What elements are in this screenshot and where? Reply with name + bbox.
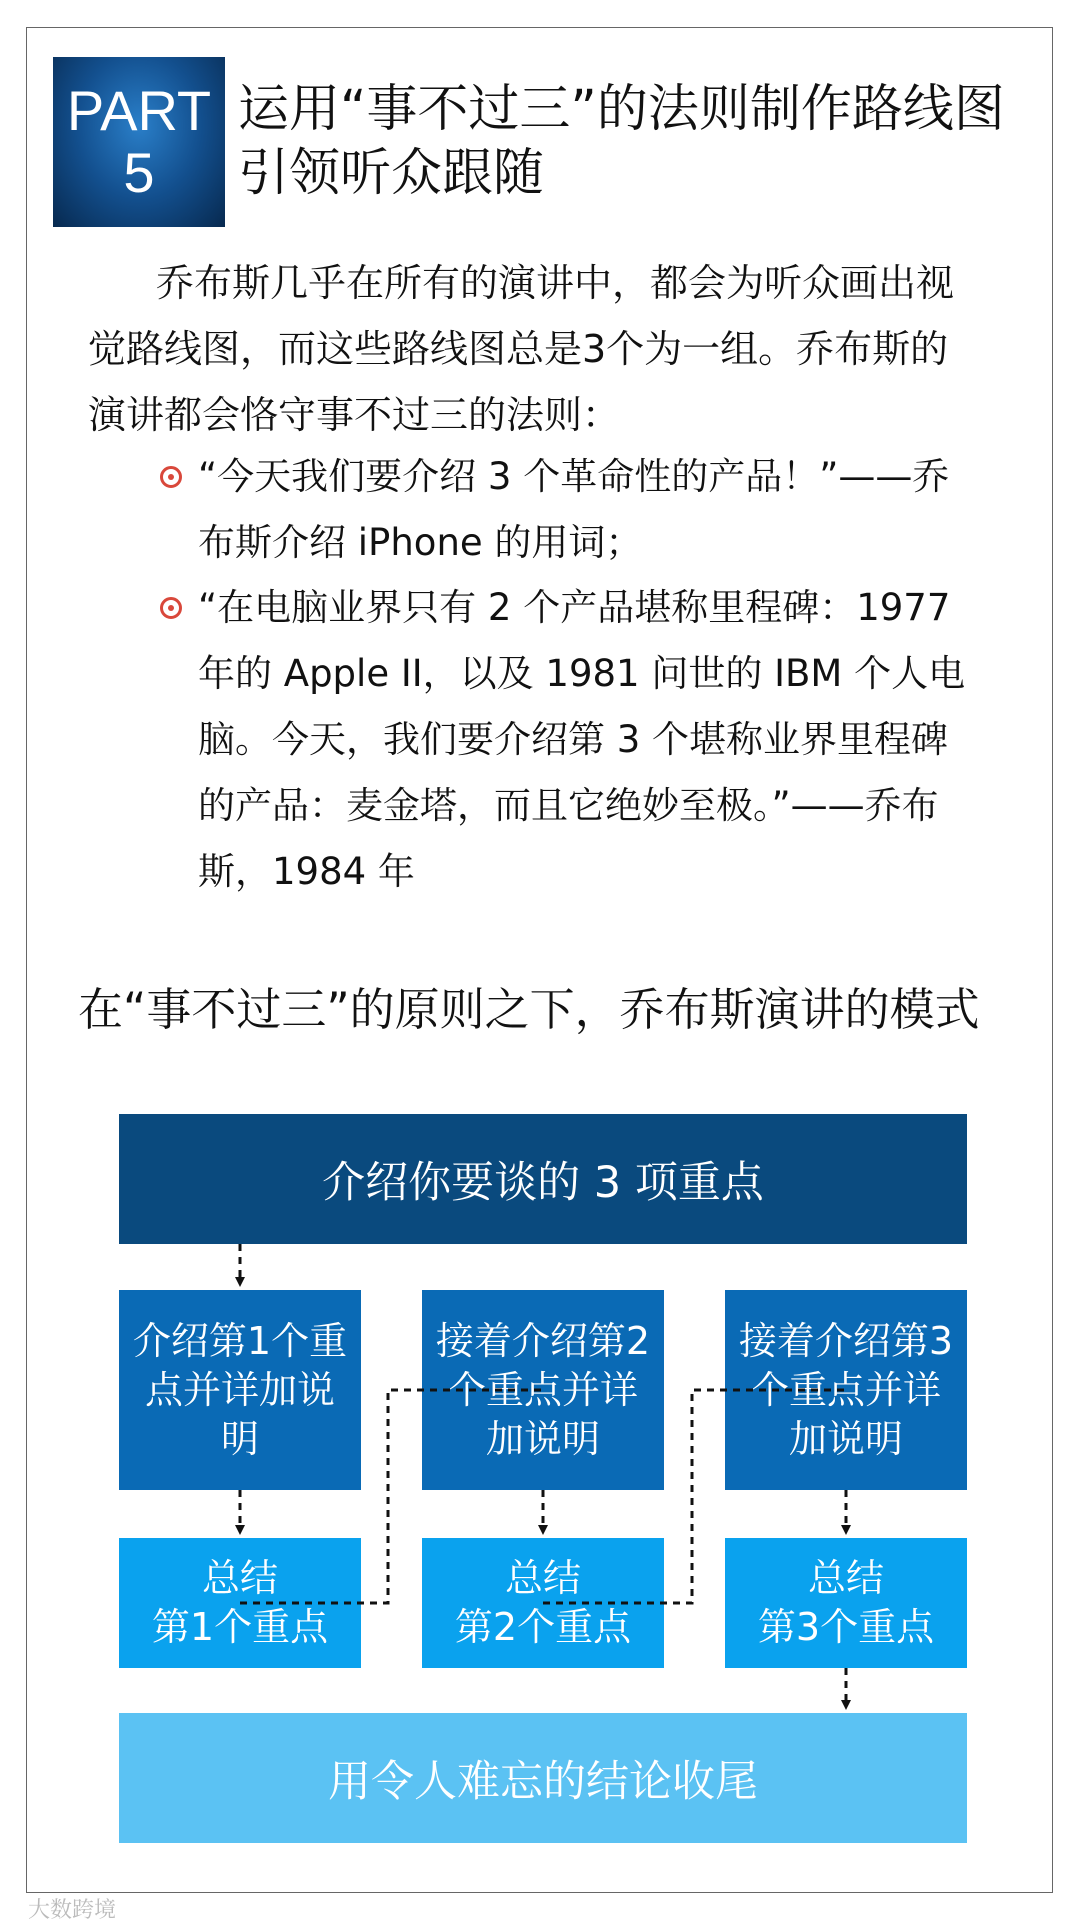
bullet-line: “在电脑业界只有 2 个产品堪称里程碑：1977: [198, 586, 951, 629]
flow-summary-box-2: [422, 1538, 664, 1668]
flow-detail-line: 介绍第1个重: [132, 1318, 348, 1363]
flow-detail-box-3: [725, 1290, 967, 1490]
flow-detail-box-2: [422, 1290, 664, 1490]
bullet-line: 的产品：麦金塔，而且它绝妙至极。”——乔布: [198, 784, 939, 827]
flow-conclusion-label: 用令人难忘的结论收尾: [328, 1756, 758, 1807]
title-line-2: 引领听众跟随: [238, 144, 545, 203]
bullet-circle-icon: [160, 466, 182, 488]
flow-detail-line: 明: [220, 1416, 259, 1461]
flow-detail-line: 加说明: [485, 1416, 600, 1461]
flow-detail-line: 个重点并详: [750, 1367, 941, 1412]
part-badge: [53, 57, 225, 227]
flow-detail-line: 点并详加说: [144, 1367, 335, 1412]
flow-detail-line: 接着介绍第3: [738, 1318, 954, 1363]
bullet-line: 布斯介绍 iPhone 的用词；: [198, 521, 643, 564]
flow-conclusion-box: [119, 1713, 967, 1843]
flow-detail-box-1: [119, 1290, 361, 1490]
part-label: PART: [66, 79, 212, 142]
intro-line-3: 演讲都会恪守事不过三的法则：: [88, 393, 621, 437]
flow-intro-label: 介绍你要谈的 3 项重点: [322, 1157, 764, 1208]
flow-summary-line: 第1个重点: [151, 1605, 329, 1649]
bullet-circle-icon: [160, 597, 182, 619]
flow-summary-line: 总结: [201, 1556, 278, 1600]
part-number: 5: [123, 141, 155, 204]
flow-summary-line: 总结: [504, 1556, 581, 1600]
flow-detail-line: 接着介绍第2: [435, 1318, 651, 1363]
bullet-line: 斯，1984 年: [198, 850, 415, 893]
intro-line-1: 乔布斯几乎在所有的演讲中，都会为听众画出视: [156, 261, 955, 305]
bullet-line: 年的 Apple II，以及 1981 问世的 IBM 个人电: [198, 652, 966, 695]
title-line-1: 运用“事不过三”的法则制作路线图: [238, 80, 1005, 139]
flow-detail-line: 个重点并详: [447, 1367, 638, 1412]
flow-intro-box: [119, 1114, 967, 1244]
watermark: 大数跨境: [28, 1898, 117, 1923]
flow-summary-box-1: [119, 1538, 361, 1668]
flow-summary-box-3: [725, 1538, 967, 1668]
page-title: [238, 78, 1038, 206]
flow-summary-line: 第3个重点: [757, 1605, 935, 1649]
intro-line-2: 觉路线图，而这些路线图总是3个为一组。乔布斯的: [88, 327, 949, 371]
bullet-line: “今天我们要介绍 3 个革命性的产品！”——乔: [198, 455, 950, 498]
flow-detail-line: 加说明: [788, 1416, 903, 1461]
intro-paragraph: [88, 250, 988, 448]
bullet-line: 脑。今天，我们要介绍第 3 个堪称业界里程碑: [198, 718, 949, 761]
flow-summary-line: 第2个重点: [454, 1605, 632, 1649]
section-subtitle: 在“事不过三”的原则之下，乔布斯演讲的模式: [78, 983, 980, 1036]
flow-summary-line: 总结: [807, 1556, 884, 1600]
